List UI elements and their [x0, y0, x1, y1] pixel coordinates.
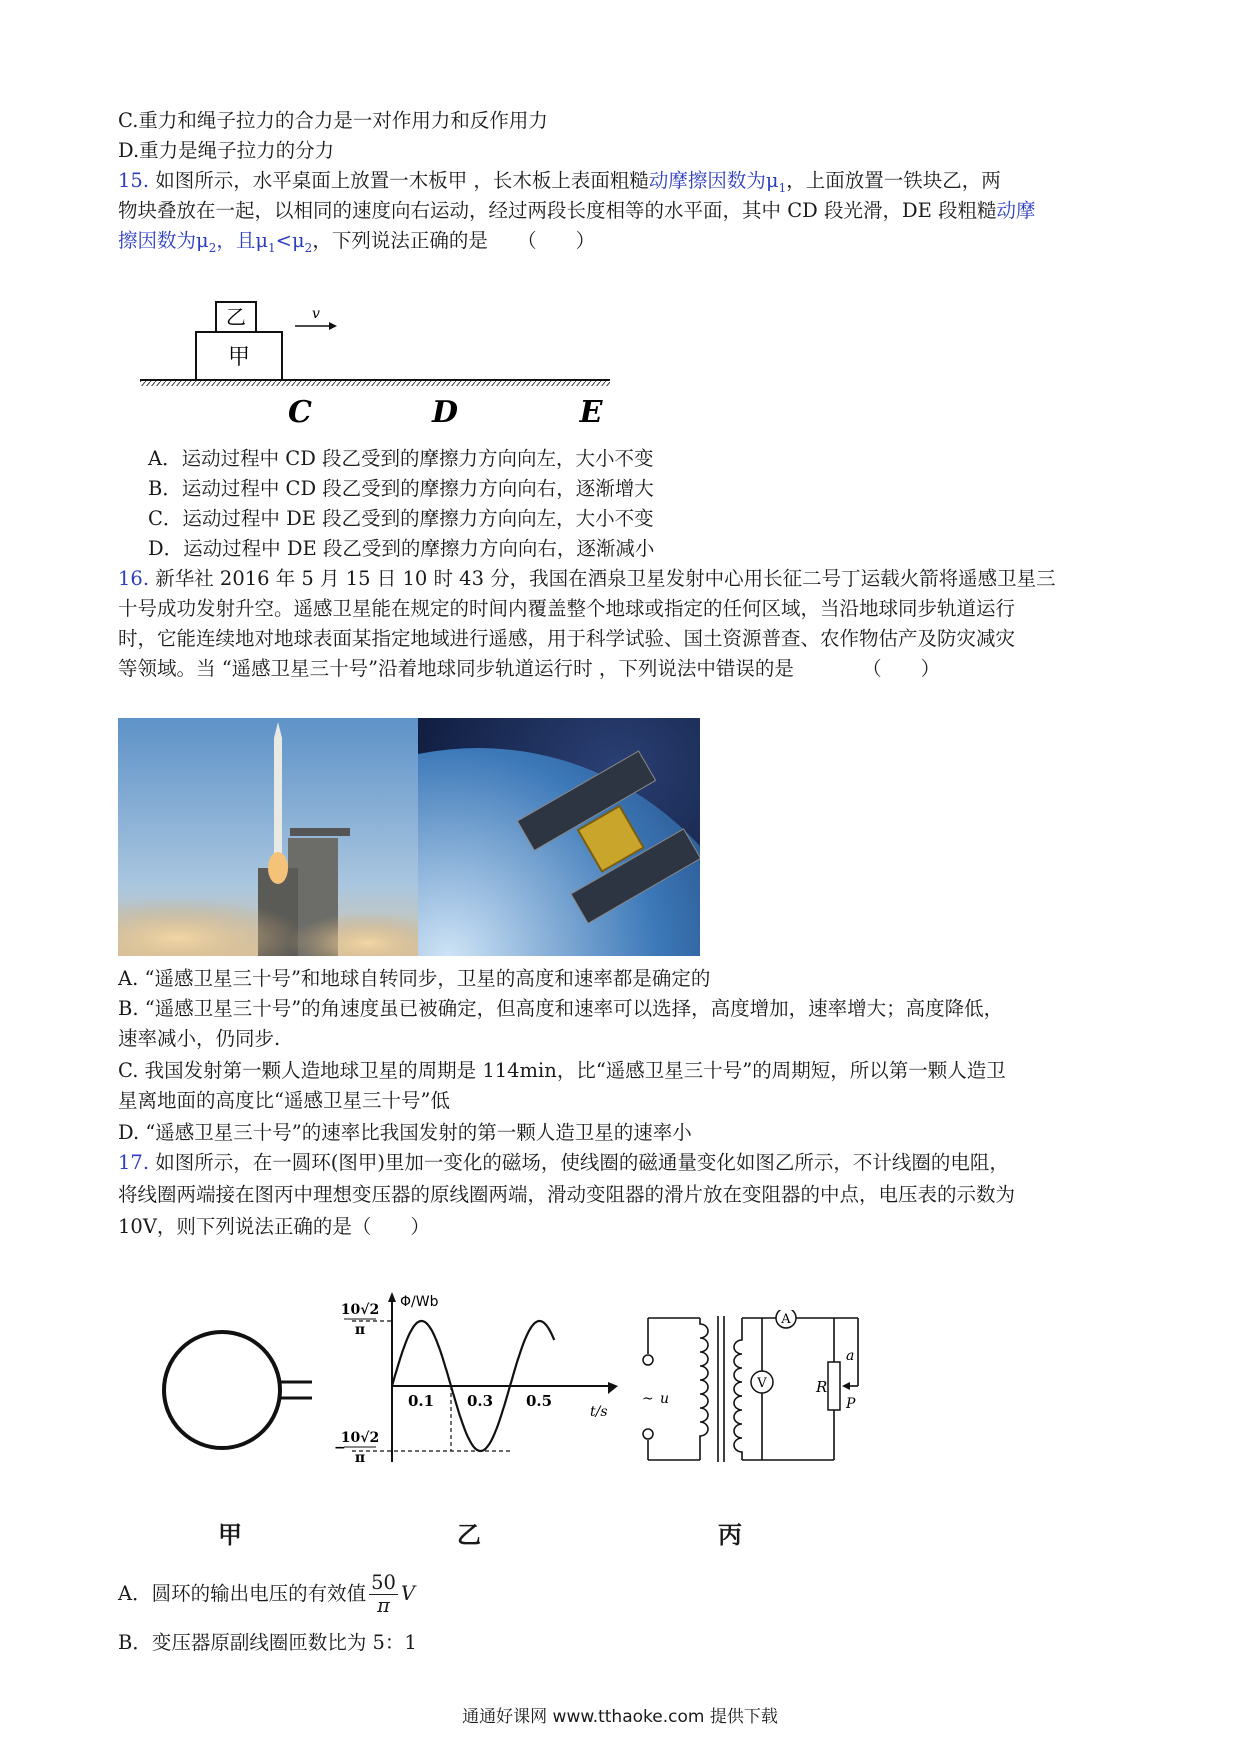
q15-stem-line-3 [118, 228, 1128, 261]
tick-0.5: 0.5 [525, 1392, 553, 1410]
ring-figure-jia [160, 1318, 320, 1478]
q17-stem-line-1 [118, 1150, 1128, 1176]
point-e: E [579, 395, 603, 430]
q17-stem-line-2: 将线圈两端接在图丙中理想变压器的原线圈两端，滑动变阻器的滑片放在变阻器的中点，电压表的示数为 [118, 1183, 1016, 1206]
velocity-label: v [312, 306, 320, 322]
block-yi-label: 乙 [226, 305, 246, 329]
q15-mu2: 擦因数为$\mu_2$，且$\mu_1<\mu_2$ [118, 229, 313, 255]
rocket-launch-photo [118, 718, 418, 956]
voltmeter-label: V [757, 1376, 767, 1391]
point-c: C [288, 395, 312, 430]
q16-stem-line-1 [118, 566, 1128, 592]
q14-option-d: D.重力是绳子拉力的分力 [118, 139, 335, 162]
q15-option-c: C．运动过程中 DE 段乙受到的摩擦力方向向左，大小不变 [148, 507, 654, 530]
q15-stem-line-1 [118, 168, 1128, 201]
amp-bot-den: π [354, 1450, 366, 1466]
q16-option-a: A. “遥感卫星三十号”和地球自转同步，卫星的高度和速率都是确定的 [118, 967, 711, 990]
q15-text: ，下列说法正确的是 （ ） [312, 229, 596, 252]
tick-0.3: 0.3 [466, 1392, 494, 1410]
point-d: D [431, 395, 459, 430]
q16-stem-line-4: 等领域。当 “遥感卫星三十号”沿着地球同步轨道运行时 ，下列说法中错误的是 （ ） [118, 657, 941, 680]
q16-stem-line-2: 十号成功发射升空。遥感卫星能在规定的时间内覆盖整个地球或指定的任何区域，当沿地球同步轨道运行 [118, 597, 1016, 620]
resistor-icon [828, 1362, 840, 1410]
q15-text: ，上面放置一铁块乙，两 [786, 169, 1001, 192]
q16-text: 新华社 2016 年 5 月 15 日 10 时 43 分，我国在酒泉卫星发射中心用长征二号丁运载火箭将遥感卫星三 [149, 567, 1056, 590]
q15-stem-line-2 [118, 198, 1128, 224]
q17-option-a: A．圆环的输出电压的有效值 $\frac{50}{\pi}$ V [118, 1571, 416, 1617]
resistor-label: R [816, 1378, 828, 1396]
q16-number: 16. [118, 567, 150, 590]
q16-option-b-line-2: 速率减小，仍同步. [118, 1027, 281, 1050]
time-axis-label: t/s [590, 1404, 608, 1420]
q16-option-c-line-1: C. 我国发射第一颗人造地球卫星的周期是 114min，比“遥感卫星三十号”的周期短，所以第一颗人造卫 [118, 1059, 1006, 1082]
fig-name-jia: 甲 [218, 1520, 242, 1549]
q16-option-d: D. “遥感卫星三十号”的速率比我国发射的第一颗人造卫星的速率小 [118, 1121, 692, 1144]
fig-name-yi: 乙 [457, 1520, 481, 1549]
q17-number: 17. [118, 1151, 150, 1174]
amp-top-den: π [354, 1322, 366, 1338]
satellite-earth-photo [418, 718, 700, 956]
fig-name-bing: 丙 [718, 1520, 742, 1549]
slider-p-label: P [846, 1396, 856, 1412]
ac-source-u: u [660, 1391, 670, 1407]
q15-link-friction-1: 动摩擦因数为$\mu_1$ [648, 169, 787, 195]
q15-number: 15. [118, 169, 150, 192]
q15-link-friction-2: 动摩 [996, 199, 1036, 222]
amp-top-num: 10√2 [340, 1302, 380, 1318]
amp-bot-num: 10√2 [340, 1430, 380, 1446]
q17-option-b: B．变压器原副线圈匝数比为 5：1 [118, 1631, 417, 1654]
q15-text: 如图所示，水平桌面上放置一木板甲 ，长木板上表面粗糙 [149, 169, 649, 192]
q17-text: 如图所示，在一圆环(图甲)里加一变化的磁场，使线圈的磁通量变化如图乙所示，不计线圈的电阻， [149, 1151, 1009, 1174]
transformer-circuit-bing [638, 1310, 868, 1470]
q14-option-c: C.重力和绳子拉力的合力是一对作用力和反作用力 [118, 109, 548, 132]
tick-0.1: 0.1 [407, 1392, 435, 1410]
ammeter-label: A [781, 1312, 791, 1327]
ac-source-tilde: ~ [642, 1391, 654, 1407]
q16-option-c-line-2: 星离地面的高度比“遥感卫星三十号”低 [118, 1089, 450, 1112]
q16-option-b-line-1: B. “遥感卫星三十号”的角速度虽已被确定，但高度和速率可以选择，高度增加，速率增大；高度降低， [118, 997, 1004, 1020]
fraction-50-pi: $\frac{50}{\pi}$ [371, 1571, 396, 1617]
q15-option-b: B．运动过程中 CD 段乙受到的摩擦力方向向右，逐渐增大 [148, 477, 654, 500]
flux-graph-yi [330, 1290, 620, 1470]
flux-axis-label: Φ/Wb [400, 1294, 439, 1310]
amp-bot-sign: − [334, 1440, 346, 1456]
q15-figure [140, 262, 620, 432]
page-footer: 通通好课网 www.tthaoke.com 提供下载 [462, 1707, 778, 1727]
block-jia-label: 甲 [227, 345, 251, 370]
q15-option-a: A．运动过程中 CD 段乙受到的摩擦力方向向左，大小不变 [148, 447, 654, 470]
q16-stem-line-3: 时，它能连续地对地球表面某指定地域进行遥感，用于科学试验、国土资源普查、农作物估产及防灾减灾 [118, 627, 1016, 650]
q17-stem-line-3: 10V，则下列说法正确的是（ ） [118, 1215, 430, 1238]
terminal-a-label: a [846, 1348, 855, 1364]
q15-option-d: D．运动过程中 DE 段乙受到的摩擦力方向向右，逐渐减小 [148, 537, 655, 560]
q15-text: 物块叠放在一起，以相同的速度向右运动，经过两段长度相等的水平面，其中 CD 段光滑，DE 段粗糙 [118, 199, 997, 222]
